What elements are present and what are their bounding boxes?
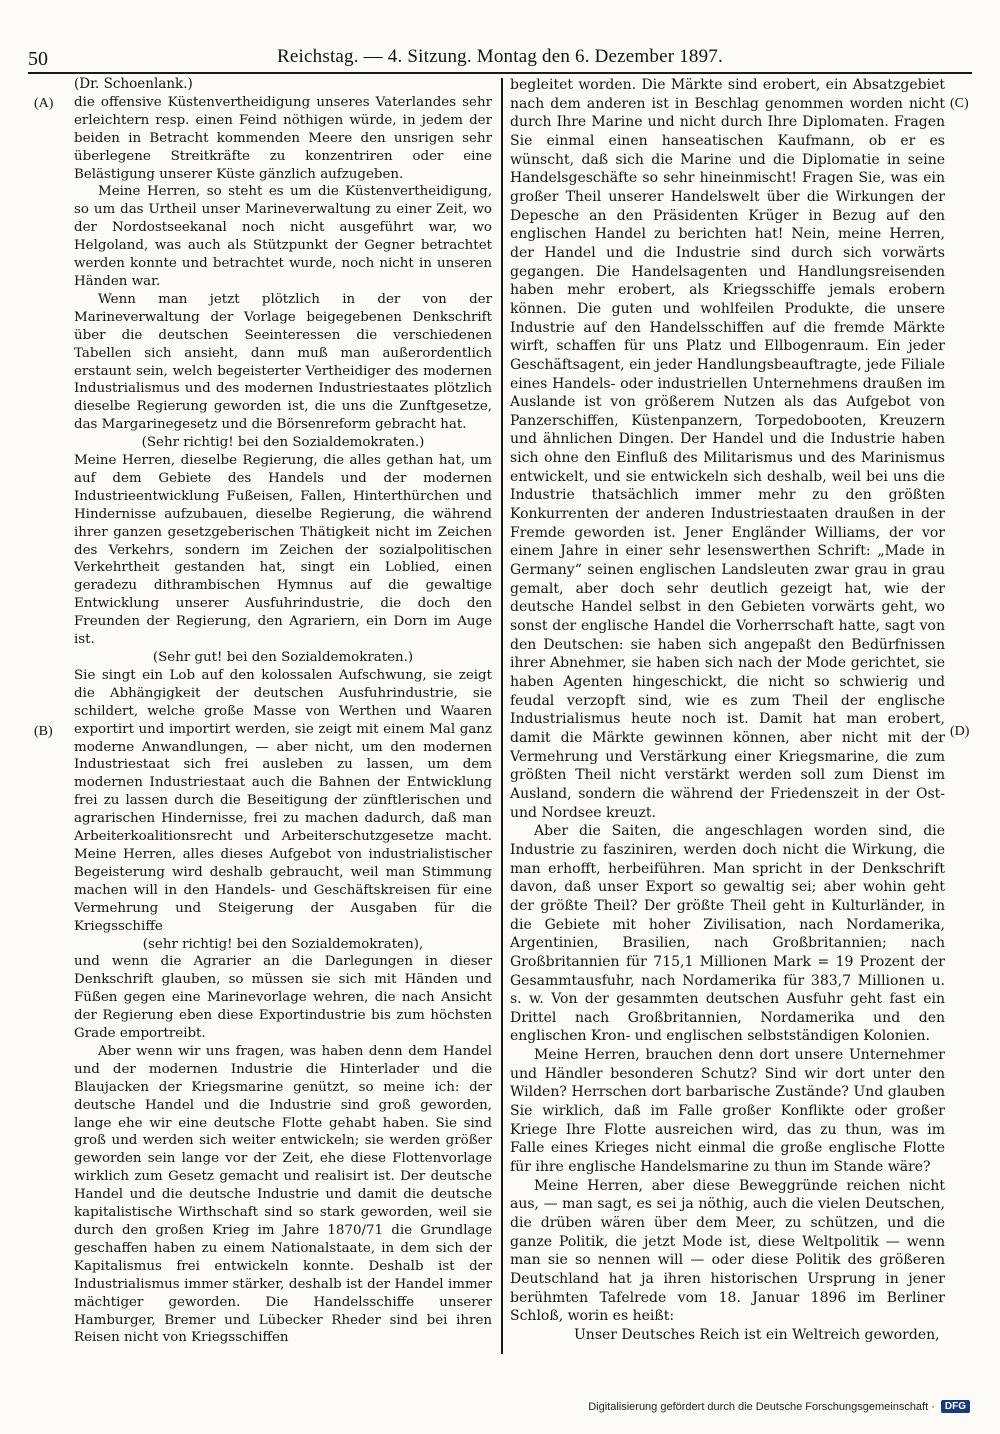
paragraph: Aber wenn wir uns fragen, was haben denn dem Handel und der modernen Industrie die Hinterlader und die Blaujacken der Kriegsmarine genützt, so meine ich: der deutsche Handel und die Industrie sind groß geworden, lange ehe wir eine deutsche Flotte gehabt haben. Sie sind groß und werden sich weiter entwickeln; sie werden größer geworden sein lange vor der Zeit, ehe diese Flottenvorlage wirklich zum Gesetz gemacht und realisirt ist. Der deutsche Handel und die deutsche Industrie und damit die deutsche kapitalistische Wirthschaft sind so stark geworden, weil sie durch den großen Krieg im Jahre 1870/71 die Grundlage geschaffen haben zu einem Nationalstaate, in dem sich der Kapitalismus frei entwickeln konnte. Deshalb ist der Industrialismus immer stärker, deshalb ist der Handel immer mächtiger geworden. Die Handelsschiffe unserer Hamburger, Bremer und Lübecker Rheder sind bei ihren Reisen nicht von Kriegsschiffen [74, 1043, 492, 1346]
paragraph: die offensive Küstenvertheidigung unseres Vaterlandes sehr erleichtern resp. einen Feind nöthigen würde, in jedem der beiden in Betracht kommenden Meere den unsrigen sehr überlegene Streitkräfte zu konzentriren oder eine Belästigung unserer Küste gänzlich aufzugeben. [74, 94, 492, 182]
quotation: Unser Deutsches Reich ist ein Weltreich geworden, [574, 1326, 940, 1343]
margin-mark-c: (C) [950, 96, 969, 111]
paragraph: Meine Herren, brauchen denn dort unsere Unternehmer und Händler besonderen Schutz? Sind wir dort unter den Wilden? Herrschen dort barbarische Zustände? Und glauben Sie wirklich, daß im Falle großer Konflikte oder großer Kriege Ihre Flotte ausreichen wird, das zu thun, was im Falle eines Krieges nicht einmal die große englische Flotte für ihre englische Handelsmarine zu thun im Stande wäre? [510, 1047, 945, 1176]
left-column [74, 76, 492, 1347]
credit-text: Digitalisierung gefördert durch die Deutsche Forschungsgemeinschaft · [588, 1400, 935, 1413]
dfg-logo: DFG [941, 1400, 970, 1413]
paragraph: begleitet worden. Die Märkte sind erobert, ein Absatzgebiet nach dem anderen ist in Beschlag genommen worden nicht durch Ihre Marine und nicht durch Ihre Diplomaten. Fragen Sie einmal einen hanseatischen Kaufmann, ob er es wünscht, daß sich die Marine und die Diplomatie in seine Handelsgeschäfte so sehr hineinmischt! Fragen Sie, was ein großer Theil unserer Handelswelt über die Wirkungen der Depesche an den Präsidenten Krüger in Bezug auf den englischen Handel zu berichten hat! Nein, meine Herren, der Handel und die Industrie sind durch sich vorwärts gegangen. Die Handelsagenten und Handlungsreisenden haben mehr erobert, als Kriegsschiffe jemals erobern können. Die guten und wohlfeilen Produkte, die unsere Industrie auf den Handelsschiffen auf die fremde Märkte wirft, schaffen für uns Platz und Ellbogenraum. Ein jeder Geschäftsagent, ein jeder Handlungsbeauftragte, jede Filiale eines Handels- oder industriellen Unternehmens draußen im Auslande ist von größerem Nutzen als das Aufgebot von Panzerschiffen, Küstenpanzern, Torpedobooten, Kreuzern und ähnlichen Dingen. Der Handel und die Industrie haben sich ohne den Einfluß des Militarismus und des Marinismus entwickelt, und sie entwickeln sich deshalb, weil bei uns die Industrie thatsächlich immer mehr zu den größten Konkurrenten der anderen Industriestaaten draußen in der Fremde geworden ist. Jener Engländer Williams, der vor einem Jahre in einer sehr lesenswerthen Schrift: „Made in Germany“ seinen englischen Landsleuten zwar grau in grau gemalt, aber doch sehr deutlich gezeigt hat, wie der deutsche Handel selbst in den Gebieten vorwärts geht, wo sonst der englische Handel die Vorherrschaft hatte, sagt von den Deutschen: sie haben sich angepaßt den Bedürfnissen ihrer Abnehmer, sie haben sich nach der Mode gerichtet, sie haben Agenten hingeschickt, die nicht so schwierig und feudal verzopft sind, wie es zum Theil der englische Industrialismus heute noch ist. Damit hat man erobert, damit die Märkte gewinnen können, aber nicht mit der Vermehrung und Verstärkung einer Kriegsmarine, die zum größten Theil nicht verstärkt werden soll zum Dienst im Ausland, sondern die während der Friedenszeit in der Ost- und Nordsee kreuzt. [510, 77, 945, 821]
interjection: (Sehr gut! bei den Sozialdemokraten.) [152, 650, 414, 665]
paragraph: Sie singt ein Lob auf den kolossalen Aufschwung, sie zeigt die Abhängigkeit der deutschen Ausfuhrindustrie, sie schildert, welche große Masse von Werthen und Waaren exportirt und importirt werden, sie zeigt mit einem Mal ganz moderne Anwandlungen, — aber nicht, um den modernen Industriestaat sich frei ausleben zu lassen, um dem modernen Industriestaat auch die Bahnen der Entwicklung frei zu lassen durch die Beseitigung der zünftlerischen und agrarischen Hindernisse, frei zu machen dadurch, daß man Arbeiterkoalitionsrecht und Arbeiterschutzgesetze macht. Meine Herren, alles dieses Aufgebot von industrialistischer Begeisterung wird deshalb gebraucht, weil man Stimmung machen will in den Handels- und Geschäftskreisen für eine Vermehrung und Steigerung der Ausgaben für die Kriegsschiffe [74, 667, 492, 934]
column-divider [501, 78, 503, 1354]
paragraph: Meine Herren, dieselbe Regierung, die alles gethan hat, um auf dem Gebiete des Handels und der modernen Industrieentwicklung Fußeisen, Fallen, Hinterthürchen und Hindernisse aufzubauen, dieselbe Regierung, die während ihrer ganzen gesetzgeberischen Thätigkeit nicht im Zeichen des Verkehrs, sondern im Zeichen der sozialpolitischen Verkehrtheit gestanden hat, singt ein Loblied, einen geradezu dithrambischen Hymnus auf die gewaltige Entwicklung unserer Ausfuhrindustrie, die doch den Freunden der Regierung, den Agrariern, ein Dorn im Auge ist. [74, 453, 492, 648]
paragraph: Wenn man jetzt plötzlich in der von der Marineverwaltung der Vorlage beigegebenen Denkschrift über die deutschen Seeinteressen die verschiedenen Tabellen sich ansieht, dann muß man außerordentlich erstaunt sein, welch begeisterter Vertheidiger des modernen Industrialismus und des modernen Industriestaates plötzlich dieselbe Regierung geworden ist, die uns die Zunftgesetze, das Margarinegesetz und die Börsenreform gebracht hat. [74, 291, 492, 433]
running-head: Reichstag. — 4. Sitzung. Montag den 6. Dezember 1897. [277, 46, 723, 67]
paragraph: Meine Herren, aber diese Beweggründe reichen nicht aus, — man sagt, es sei ja nöthig, auch die vielen Deutschen, die drüben wären über dem Meer, zu schützen, und die ganze Politik, die jetzt Mode ist, diese Weltpolitik — wenn man sie so nennen will — oder diese Politik des größeren Deutschland hat ja ihren historischen Ursprung in jener berühmten Tafelrede vom 18. Januar 1896 im Berliner Schloß, worin es heißt: [510, 1177, 945, 1325]
margin-mark-d: (D) [950, 724, 970, 739]
paragraph: Meine Herren, so steht es um die Küstenvertheidigung, so um das Urtheil unser Marineverwaltung zu einer Zeit, wo der Nordostseekanal noch nicht ausgeführt war, wo Helgoland, was auch als Stützpunkt der Gegner betrachtet werden konnte und betrachtet wurde, noch nicht in unseren Händen war. [74, 184, 492, 289]
page-number: 50 [28, 48, 48, 70]
margin-mark-a: (A) [34, 96, 54, 111]
paragraph: und wenn die Agrarier an die Darlegungen in dieser Denkschrift glauben, so müssen sie sich mit Händen und Füßen gegen eine Marinevorlage wehren, die nach Ansicht der Regierung eben diese Exportindustrie bis zum höchsten Grade emportreibt. [74, 954, 492, 1042]
speaker-label: (Dr. Schoenlank.) [74, 76, 193, 92]
interjection: (Sehr richtig! bei den Sozialdemokraten.) [141, 435, 425, 451]
paragraph: Aber die Saiten, die angeschlagen worden sind, die Industrie zu fasziniren, werden doch nicht die Wirkung, die man erhofft, herbeiführen. Man spricht in der Denkschrift davon, daß unser Export so gewaltig sei; aber wohin geht der größte Theil? Der größte Theil geht in Kulturländer, in die Gebiete mit hoher Zivilisation, nach Nordamerika, Argentinien, Brasilien, nach Großbritannien; nach Großbritannien für 715,1 Millionen Mark = 19 Prozent der Gesammtausfuhr, nach Nordamerika für 383,7 Millionen u. s. w. Von der gesammten deutschen Ausfuhr geht fast ein Drittel nach Großbritannien, Nordamerika und den englischen Kron- und englischen selbstständigen Kolonien. [510, 823, 945, 1045]
right-column [510, 76, 945, 1345]
margin-mark-b: (B) [34, 724, 53, 739]
interjection: (sehr richtig! bei den Sozialdemokraten), [142, 936, 424, 952]
digitization-credit [588, 1400, 970, 1413]
header-rule [28, 72, 972, 74]
